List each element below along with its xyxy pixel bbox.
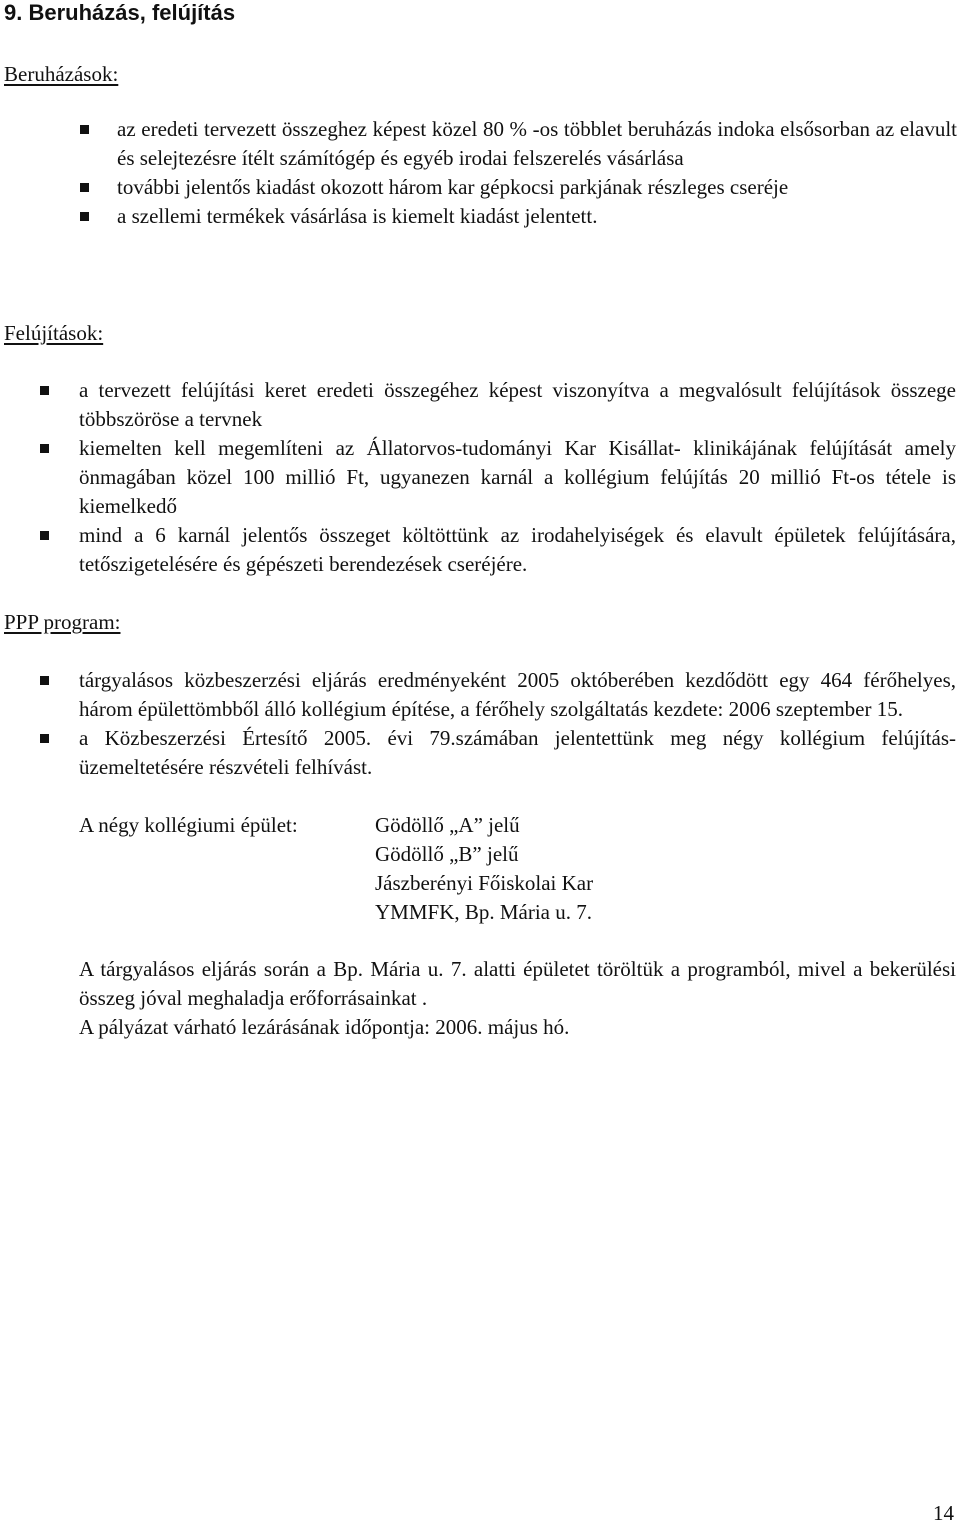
page-title: 9. Beruházás, felújítás — [4, 0, 236, 25]
page-number: 14 — [933, 1501, 954, 1525]
list-item — [79, 666, 956, 724]
list-item — [117, 115, 957, 173]
square-bullet-icon — [40, 444, 49, 453]
square-bullet-icon — [80, 125, 89, 134]
list-item — [79, 434, 956, 521]
list-item — [117, 202, 957, 231]
building-item: Jászberényi Főiskolai Kar — [375, 871, 594, 895]
list-item-text: további jelentős kiadást okozott három kar gépkocsi parkjának részleges cseréje — [117, 175, 789, 199]
square-bullet-icon — [80, 183, 89, 192]
closing-paragraph: A tárgyalásos eljárás során a Bp. Mária u. 7. alatti épületet töröltük a programból, mivel a bekerülési összeg jóval meghaladja erőforrásainkat . — [79, 957, 956, 1010]
square-bullet-icon — [40, 386, 49, 395]
square-bullet-icon — [40, 531, 49, 540]
square-bullet-icon — [40, 734, 49, 743]
building-item: Gödöllő „B” jelű — [375, 842, 519, 866]
list-item-text: a tervezett felújítási keret eredeti összegéhez képest viszonyítva a megvalósult felújítások összege többszöröse a tervnek — [79, 378, 956, 431]
list-item — [79, 521, 956, 579]
closing-paragraph: A pályázat várható lezárásának időpontja: 2006. május hó. — [79, 1015, 570, 1039]
square-bullet-icon — [80, 212, 89, 221]
buildings-list — [375, 811, 593, 927]
list-item — [79, 724, 956, 782]
section-heading-ppp: PPP program: — [4, 610, 121, 634]
list-item-text: mind a 6 karnál jelentős összeget költöttünk az irodahelyiségek és elavult épületek felújítására, tetőszigetelésére és gépészeti berendezések cseréjére. — [79, 523, 956, 576]
list-item — [117, 173, 957, 202]
section-heading-felujitasok: Felújítások: — [4, 321, 104, 345]
list-item-text: a szellemi termékek vásárlása is kiemelt kiadást jelentett. — [117, 204, 598, 228]
list-item-text: kiemelten kell megemlíteni az Állatorvos-tudományi Kar Kisállat- klinikájának felújítását amely önmagában közel 100 millió Ft, ugyanezen karnál a kollégium felújítás 20 millió Ft-os tétele is kiemelkedő — [79, 436, 956, 518]
building-item: YMMFK, Bp. Mária u. 7. — [375, 900, 593, 924]
closing-paragraphs — [79, 955, 956, 1042]
square-bullet-icon — [40, 676, 49, 685]
list-item-text: a Közbeszerzési Értesítő 2005. évi 79.számában jelentettünk meg négy kollégium felújítás-üzemeltetésére részvételi felhívást. — [79, 726, 956, 779]
section-heading-beruhazasok: Beruházások: — [4, 62, 119, 86]
felujitasok-list — [79, 376, 956, 579]
ppp-list — [79, 666, 956, 782]
list-item — [79, 376, 956, 434]
list-item-text: tárgyalásos közbeszerzési eljárás eredményeként 2005 októberében kezdődött egy 464 férőhelyes, három épülettömbből álló kollégium építése, a férőhely szolgáltatás kezdete: 2006 szeptember 15. — [79, 668, 956, 721]
list-item-text: az eredeti tervezett összeghez képest közel 80 % -os többlet beruházás indoka elsősorban az elavult és selejtezésre ítélt számítógép és egyéb irodai felszerelés vásárlása — [117, 117, 957, 170]
buildings-label: A négy kollégiumi épület: — [79, 813, 298, 837]
beruhazasok-list — [117, 115, 957, 231]
building-item: Gödöllő „A” jelű — [375, 813, 520, 837]
